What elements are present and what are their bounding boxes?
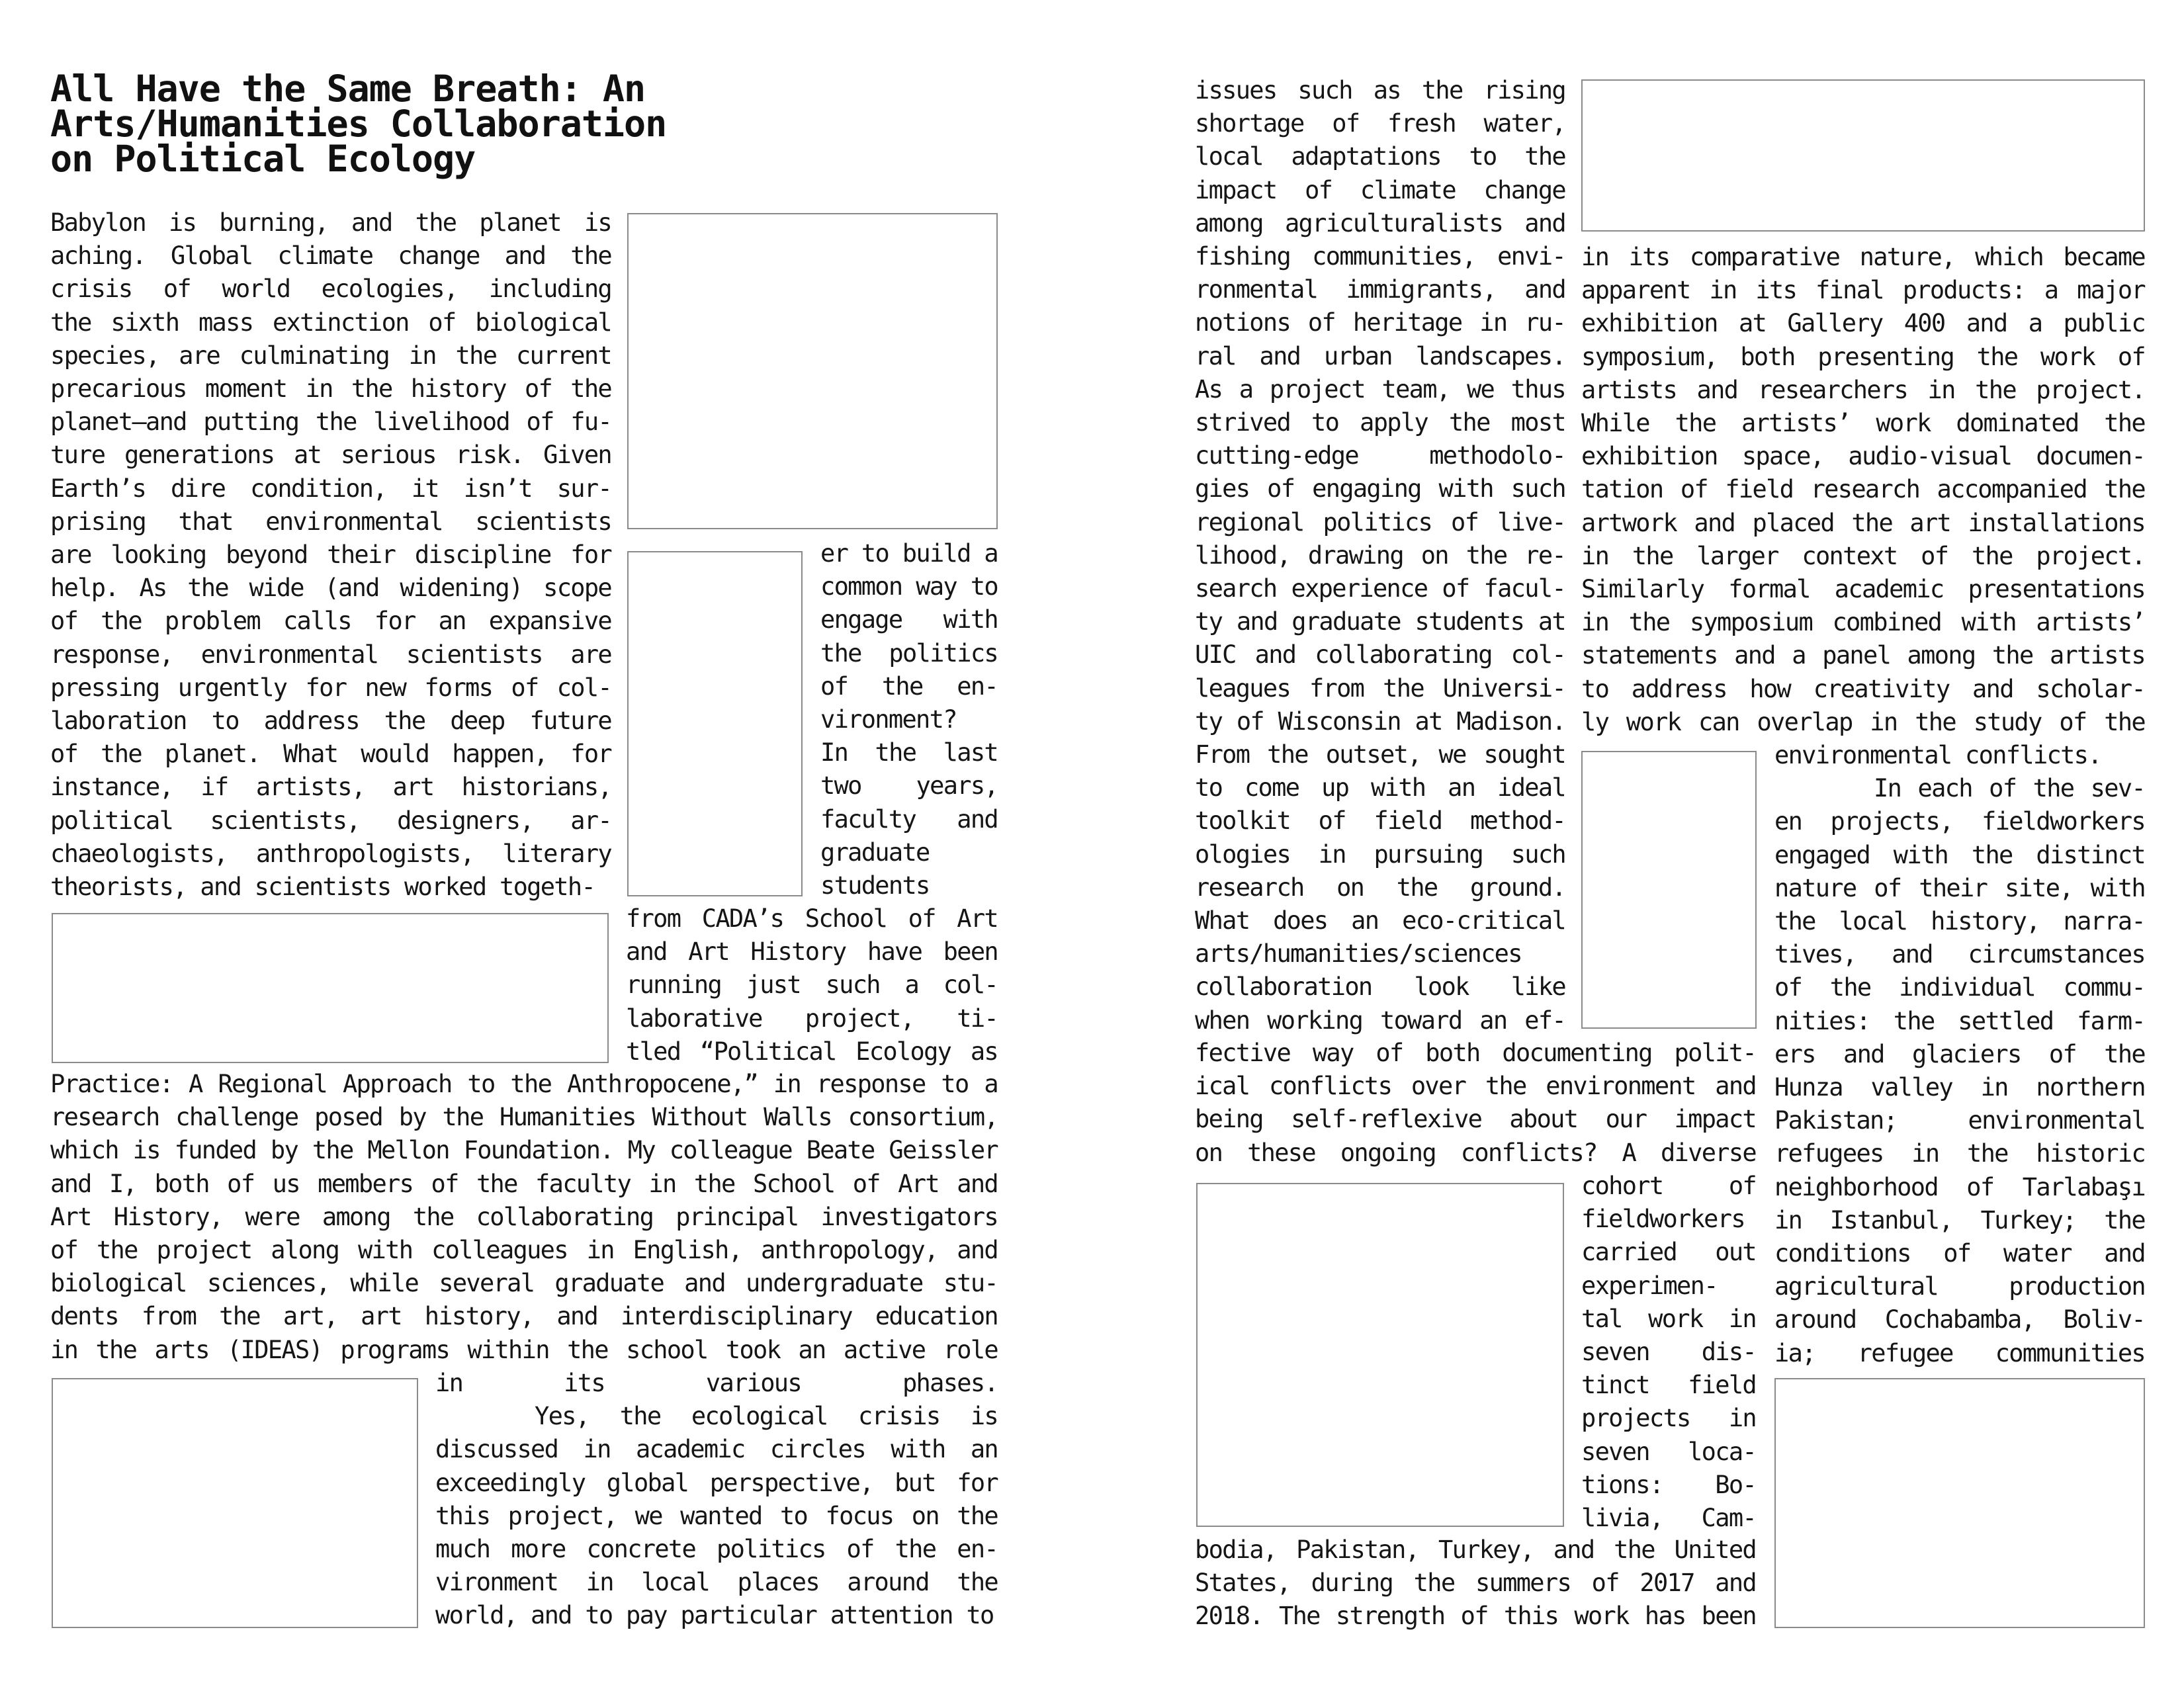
text-line: States, during the summers of 2017 and: [1195, 1569, 1756, 1598]
text-line: artists and researchers in the project.: [1581, 375, 2145, 404]
text-line: tives, and circumstances: [1774, 940, 2145, 969]
text-line: artwork and placed the art installations: [1581, 508, 2145, 537]
text-line: from CADA’s School of Art: [626, 904, 998, 933]
text-line: projects in: [1581, 1404, 1756, 1433]
text-line: gies of engaging with such: [1195, 474, 1565, 503]
text-line: Art History, were among the collaborating principal investigators: [50, 1202, 998, 1231]
text-line: of the individual commu-: [1774, 973, 2145, 1002]
text-line: tinct field: [1581, 1371, 1756, 1400]
text-line: ture generations at serious risk. Given: [50, 441, 611, 470]
text-line: search experience of facul-: [1195, 574, 1565, 603]
text-line: tled “Political Ecology as: [626, 1037, 998, 1066]
text-line: when working toward an ef-: [1195, 1006, 1565, 1035]
text-line: pressing urgently for new forms of col-: [50, 673, 611, 702]
right-column-b-narrow: [1774, 739, 2145, 1370]
text-line: research on the ground.: [1195, 873, 1565, 902]
image-placeholder: [1581, 751, 1757, 1029]
text-line: in the symposium combined with artists’: [1581, 608, 2145, 637]
text-line: much more concrete politics of the en-: [435, 1535, 998, 1564]
text-line: cutting-edge methodolo-: [1195, 441, 1565, 470]
text-line: fective way of both documenting polit-: [1195, 1039, 1756, 1067]
text-line: tal work in: [1581, 1304, 1756, 1333]
text-line: aching. Global climate change and the: [50, 241, 611, 271]
image-placeholder: [1581, 79, 2145, 232]
text-line: tions: Bo-: [1581, 1470, 1756, 1499]
right-column-b: [1581, 241, 2145, 739]
text-line: ical conflicts over the environment and: [1195, 1072, 1756, 1101]
text-line: being self-reflexive about our impact: [1195, 1105, 1756, 1134]
text-line: impact of climate change: [1195, 175, 1565, 204]
text-line: among agriculturalists and: [1195, 208, 1565, 238]
text-line: of the project along with colleagues in English, anthropology, and: [50, 1236, 998, 1265]
title-line: on Political Ecology: [50, 138, 476, 180]
right-column-a-narrow: [1581, 1170, 1756, 1535]
image-placeholder: [627, 213, 998, 529]
text-line: fishing communities, envi-: [1195, 242, 1565, 271]
left-bottom-column: [435, 1367, 998, 1633]
right-column-a-wide: [1195, 1037, 1756, 1170]
text-line: ral and urban landscapes.: [1195, 341, 1565, 370]
text-line: Pakistan; environmental: [1774, 1106, 2145, 1135]
text-line: strived to apply the most: [1195, 408, 1565, 437]
text-line: running just such a col-: [626, 971, 998, 1000]
text-line: vironment in local places around the: [435, 1568, 998, 1597]
text-line: laborative project, ti-: [626, 1004, 998, 1033]
text-line: lihood, drawing on the re-: [1195, 541, 1565, 570]
text-line: Earth’s dire condition, it isn’t sur-: [50, 474, 611, 503]
text-line: nities: the settled farm-: [1774, 1006, 2145, 1035]
text-line: the sixth mass extinction of biological: [50, 308, 611, 337]
text-line: ers and glaciers of the: [1774, 1039, 2145, 1068]
text-line: From the outset, we sought: [1195, 740, 1565, 769]
image-placeholder: [52, 1378, 418, 1628]
text-line: precarious moment in the history of the: [50, 374, 611, 404]
text-line: around Cochabamba, Boliv-: [1774, 1305, 2145, 1334]
text-line: conditions of water and: [1774, 1239, 2145, 1268]
text-line: the local history, narra-: [1774, 907, 2145, 936]
text-line: species, are culminating in the current: [50, 341, 611, 370]
text-line: engage with: [820, 605, 998, 634]
text-line: in Istanbul, Turkey; the: [1774, 1205, 2145, 1234]
text-line: and Art History have been: [626, 937, 998, 967]
text-line: in the arts (IDEAS) programs within the school took an active role: [50, 1335, 998, 1364]
text-line: world, and to pay particular attention to: [435, 1601, 994, 1630]
text-line: biological sciences, while several graduate and undergraduate stu-: [50, 1269, 998, 1298]
text-line: nature of their site, with: [1774, 873, 2145, 902]
text-line: environmental conflicts.: [1774, 741, 2101, 769]
right-column-a-end: [1195, 1534, 1756, 1633]
text-line: collaboration look like: [1195, 973, 1565, 1002]
text-line: help. As the wide (and widening) scope: [50, 574, 611, 603]
text-line: ronmental immigrants, and: [1195, 275, 1565, 304]
left-full-width-text: [50, 1068, 998, 1367]
text-line: carried out: [1581, 1238, 1756, 1267]
text-line: ty of Wisconsin at Madison.: [1195, 707, 1565, 736]
image-placeholder: [1196, 1183, 1564, 1527]
text-line: In each of the sev-: [1874, 774, 2145, 803]
text-line: vironment?: [820, 705, 957, 734]
text-line: and I, both of us members of the faculty in the School of Art and: [50, 1169, 998, 1198]
text-line: theorists, and scientists worked togeth-: [50, 873, 595, 902]
text-line: statements and a panel among the artists: [1581, 641, 2145, 670]
text-line: Yes, the ecological crisis is: [535, 1402, 998, 1431]
text-line: crisis of world ecologies, including: [50, 275, 611, 304]
left-narrow-column: [820, 537, 998, 902]
right-column-a: [1195, 74, 1565, 1037]
text-line: issues such as the rising: [1195, 76, 1565, 105]
article-title: [50, 67, 752, 180]
text-line: What does an eco-critical: [1195, 906, 1565, 935]
text-line: the politics: [820, 638, 998, 668]
text-line: of the en-: [820, 671, 998, 701]
title-line: All Have the Same Breath: An: [50, 67, 646, 110]
text-line: exhibition space, audio-visual documen-: [1581, 442, 2145, 471]
text-line: chaeologists, anthropologists, literary: [50, 839, 611, 868]
left-mid-column: [626, 902, 998, 1068]
text-line: which is funded by the Mellon Foundation. My colleague Beate Geissler: [50, 1136, 998, 1165]
text-line: in the larger context of the project.: [1581, 541, 2145, 570]
image-placeholder: [1774, 1378, 2145, 1628]
text-line: regional politics of live-: [1195, 507, 1565, 537]
text-line: ia; refugee communities: [1774, 1338, 2145, 1367]
left-column-top: [50, 206, 611, 904]
text-line: Hunza valley in northern: [1774, 1073, 2145, 1102]
text-line: apparent in its final products: a major: [1581, 276, 2145, 305]
text-line: are looking beyond their discipline for: [50, 541, 611, 570]
text-line: on these ongoing conflicts? A diverse: [1195, 1138, 1756, 1167]
text-line: discussed in academic circles with an: [435, 1435, 998, 1464]
text-line: shortage of fresh water,: [1195, 109, 1565, 138]
text-line: engaged with the distinct: [1774, 840, 2145, 869]
text-line: livia, Cam-: [1581, 1504, 1756, 1533]
text-line: response, environmental scientists are: [50, 640, 611, 669]
text-line: exceedingly global perspective, but for: [435, 1468, 998, 1497]
text-line: seven loca-: [1581, 1437, 1756, 1466]
text-line: er to build a: [820, 539, 998, 568]
title-line: Arts/Humanities Collaboration: [50, 103, 667, 145]
text-line: symposium, both presenting the work of: [1581, 342, 2145, 371]
text-line: bodia, Pakistan, Turkey, and the United: [1195, 1536, 1756, 1564]
text-line: local adaptations to the: [1195, 142, 1565, 171]
text-line: toolkit of field method-: [1195, 806, 1565, 836]
text-line: 2018. The strength of this work has been: [1195, 1602, 1756, 1631]
text-line: dents from the art, art history, and interdisciplinary education: [50, 1302, 998, 1331]
text-line: While the artists’ work dominated the: [1581, 409, 2145, 438]
text-line: refugees in the historic: [1774, 1139, 2145, 1168]
text-line: this project, we wanted to focus on the: [435, 1501, 998, 1530]
text-line: in its various phases.: [435, 1369, 998, 1397]
text-line: Babylon is burning, and the planet is: [50, 208, 611, 237]
text-line: laboration to address the deep future: [50, 707, 611, 736]
image-placeholder: [627, 551, 803, 896]
text-line: of the planet. What would happen, for: [50, 740, 611, 769]
image-placeholder: [52, 913, 609, 1063]
text-line: ologies in pursuing such: [1195, 840, 1565, 869]
text-line: neighborhood of Tarlabaşı: [1774, 1172, 2145, 1201]
text-line: Similarly formal academic presentations: [1581, 575, 2145, 604]
text-line: As a project team, we thus: [1195, 374, 1565, 404]
text-line: fieldworkers: [1581, 1205, 1745, 1234]
text-line: to address how creativity and scholar-: [1581, 674, 2145, 703]
text-line: experimen-: [1581, 1271, 1718, 1300]
text-line: tation of field research accompanied the: [1581, 475, 2145, 504]
text-line: Practice: A Regional Approach to the Anthropocene,” in response to a: [50, 1070, 998, 1098]
text-line: common way to: [820, 572, 998, 601]
text-line: graduate: [820, 838, 930, 867]
text-line: agricultural production: [1774, 1272, 2145, 1301]
text-line: political scientists, designers, ar-: [50, 806, 611, 835]
text-line: faculty and: [820, 804, 998, 834]
text-line: to come up with an ideal: [1195, 773, 1565, 802]
text-line: In the last: [820, 738, 998, 767]
text-line: UIC and collaborating col-: [1195, 640, 1565, 670]
text-line: instance, if artists, art historians,: [50, 773, 611, 802]
text-line: in its comparative nature, which became: [1581, 243, 2145, 271]
text-line: seven dis-: [1581, 1338, 1756, 1367]
text-line: research challenge posed by the Humanities Without Walls consortium,: [50, 1103, 998, 1132]
text-line: ty and graduate students at: [1195, 607, 1565, 636]
text-line: exhibition at Gallery 400 and a public: [1581, 309, 2145, 338]
text-line: ly work can overlap in the study of the: [1581, 707, 2145, 736]
text-line: students: [820, 871, 930, 900]
text-line: en projects, fieldworkers: [1774, 807, 2145, 836]
text-line: prising that environmental scientists: [50, 507, 611, 536]
text-line: notions of heritage in ru-: [1195, 308, 1565, 337]
text-line: arts/humanities/sciences: [1195, 939, 1522, 969]
text-line: planet—and putting the livelihood of fu-: [50, 408, 611, 437]
text-line: leagues from the Universi-: [1195, 673, 1565, 703]
text-line: cohort of: [1581, 1172, 1756, 1200]
text-line: of the problem calls for an expansive: [50, 607, 611, 636]
text-line: two years,: [820, 771, 998, 800]
